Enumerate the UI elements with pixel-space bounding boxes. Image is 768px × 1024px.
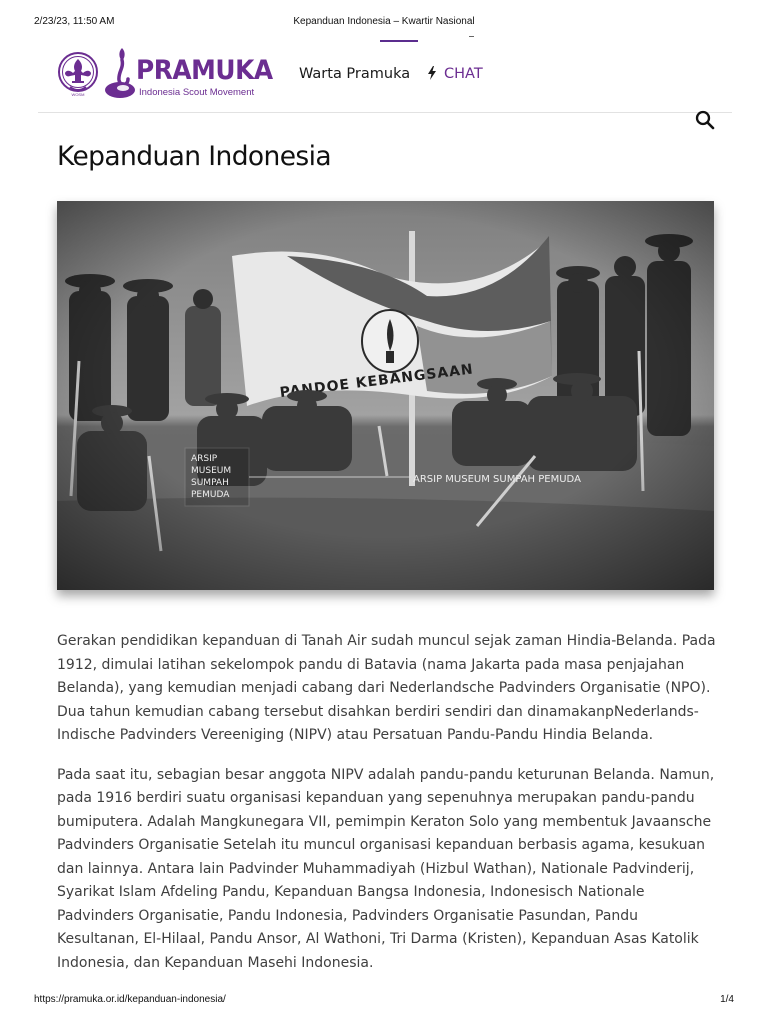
article-paragraph: Gerakan pendidikan kepanduan di Tanah Air sudah muncul sejak zaman Hindia-Belanda. Pada 1912, dimulai latihan sekelompok pandu di Batavia (nama Jakarta pada masa penjajahan Belanda), yang kemudian menjadi cabang dari Nederlandsche Padvinders Organisatie (NPO). Dua tahun kemudian cabang tersebut disahkan berdiri sendiri dan dinamakanpNederlands-Indische Padvinders Vereeniging (NIPV) atau Persatuan Pandu-Pandu Hindia Belanda. — [57, 633, 716, 743]
print-header — [34, 16, 734, 30]
search-icon — [695, 110, 715, 130]
wosm-emblem-icon — [56, 51, 100, 97]
page-title: Kepanduan Indonesia — [57, 141, 332, 172]
wosm-emblem-text: WOSM — [71, 92, 85, 97]
historical-scout-photo — [57, 201, 714, 590]
print-page-number: 1/4 — [720, 994, 734, 1005]
print-document-title: Kepanduan Indonesia – Kwartir Nasional — [293, 16, 475, 27]
brand-tagline: Indonesia Scout Movement — [139, 87, 255, 98]
bolt-icon — [427, 66, 437, 80]
active-menu-indicator — [380, 40, 418, 42]
header-divider — [38, 112, 732, 113]
article-featured-image — [57, 201, 714, 590]
print-datetime: 2/23/23, 11:50 AM — [34, 16, 115, 27]
print-url: https://pramuka.or.id/kepanduan-indonesia/ — [34, 994, 226, 1005]
print-footer — [34, 994, 734, 1008]
article-body — [57, 630, 717, 991]
nav-warta-pramuka[interactable]: Warta Pramuka — [299, 66, 411, 82]
brand-name: PRAMUKA — [136, 55, 273, 86]
nav-chat-label: CHAT — [444, 66, 483, 82]
article-paragraph: Pada saat itu, sebagian besar anggota NIPV adalah pandu-pandu keturunan Belanda. Namun, pada 1916 berdiri suatu organisasi kepanduan yang sepenuhnya merupakan pandu-pandu bumiputera. Adalah Mangkunegara VII, pemimpin Keraton Solo yang membentuk Javaansche Padvinders Organisatie Setelah itu muncul organisasi kepanduan berbasis agama, kesukuan dan lainnya. Antara lain Padvinder Muhammadiyah (Hizbul Wathan), Nationale Padvinderij, Syarikat Islam Afdeling Pandu, Kepanduan Bangsa Indonesia, Indonesisch Nationale Padvinders Organisatie, Pandu Indonesia, Padvinders Organisatie Pasundan, Pandu Kesultanan, El-Hilaal, Pandu Ansor, Al Wathoni, Tri Darma (Kristen), Kepanduan Asas Katolik Indonesia, dan Kepanduan Masehi Indonesia. — [57, 766, 715, 971]
search-button[interactable] — [695, 110, 715, 130]
nav-chat[interactable] — [427, 66, 483, 82]
site-logo[interactable] — [56, 46, 273, 102]
menu-divider — [469, 36, 474, 37]
